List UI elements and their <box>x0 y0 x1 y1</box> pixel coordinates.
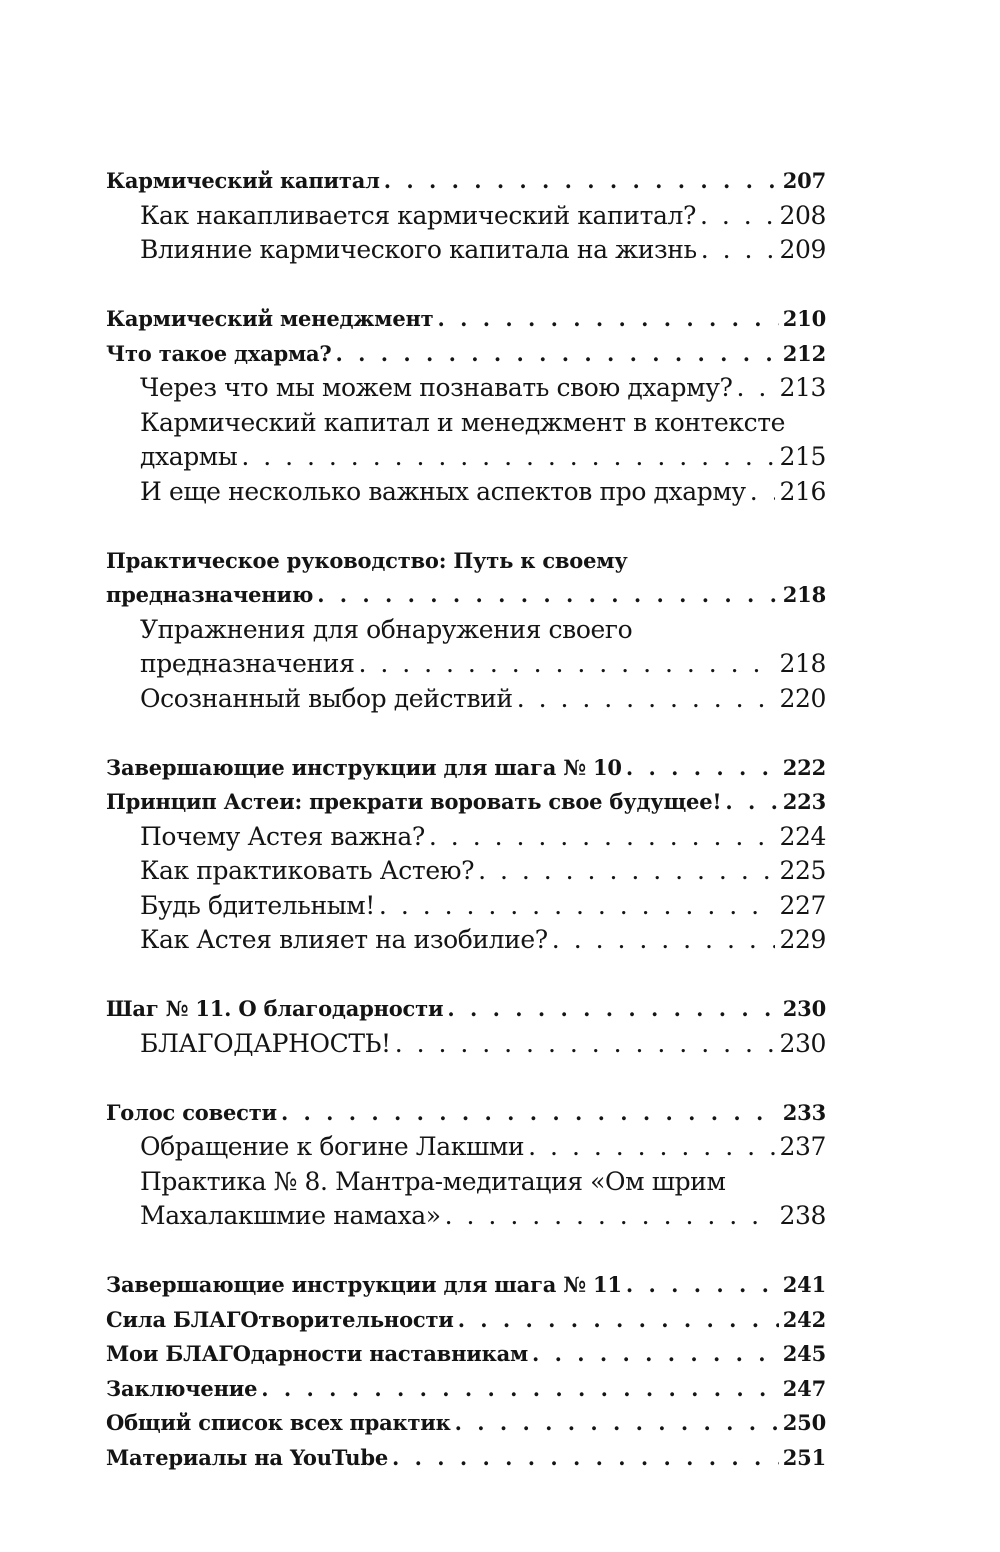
toc-entry[interactable] <box>106 992 826 1027</box>
toc-entry-page: 215 <box>779 442 826 471</box>
toc-leader-dots <box>478 854 775 889</box>
toc-entry-page: 238 <box>779 1201 826 1230</box>
toc-subentry[interactable] <box>106 889 826 924</box>
toc-leader-dots <box>447 992 778 1027</box>
toc-entry-page: 242 <box>782 1306 826 1332</box>
toc-entry-title: Заключение <box>106 1375 258 1401</box>
toc-entry-page: 208 <box>779 200 826 230</box>
toc-subentry[interactable] <box>106 371 826 406</box>
toc-entry-title: Завершающие инструкции для шага № 11 <box>106 1272 622 1297</box>
toc-subentry-title-line1[interactable]: Практика № 8. Мантра-медитация «Ом шрим <box>140 1166 726 1196</box>
toc-subentry[interactable] <box>106 1027 826 1062</box>
toc-entry-page: 212 <box>782 340 826 366</box>
toc-entry-page: 222 <box>782 754 826 780</box>
toc-subentry[interactable] <box>106 682 826 717</box>
toc-subentry[interactable] <box>106 854 826 889</box>
toc-leader-dots <box>336 337 779 372</box>
toc-entry-title-line1[interactable]: Практическое руководство: Путь к своему <box>106 547 628 573</box>
toc-entry[interactable] <box>106 578 826 613</box>
toc-entry-page: 237 <box>779 1132 826 1161</box>
section-gap <box>106 716 826 751</box>
toc-leader-dots <box>437 302 778 337</box>
toc-entry-title: Материалы на YouTube <box>106 1444 389 1470</box>
toc-leader-dots <box>626 751 779 786</box>
toc-entry-title: Через что мы можем познавать свою дхарму? <box>140 373 733 402</box>
toc-entry[interactable] <box>106 785 826 820</box>
toc-entry[interactable] <box>106 1303 826 1338</box>
toc-leader-dots <box>241 440 775 475</box>
section-gap <box>106 268 826 303</box>
section-gap <box>106 509 826 544</box>
toc-entry-page: 224 <box>779 821 826 851</box>
toc-subentry[interactable] <box>106 820 826 855</box>
toc-entry-page: 207 <box>782 168 826 193</box>
toc-leader-dots <box>528 1130 775 1165</box>
toc-entry-page: 230 <box>779 1028 826 1058</box>
toc-entry-title: Общий список всех практик <box>106 1410 451 1435</box>
toc-entry-page: 209 <box>779 235 826 264</box>
toc-leader-dots <box>458 1303 779 1338</box>
toc-entry-title: БЛАГОДАРНОСТЬ! <box>140 1028 391 1058</box>
toc-entry[interactable] <box>106 302 826 337</box>
toc-entry-page: 223 <box>782 789 826 814</box>
toc-subentry[interactable] <box>106 440 826 475</box>
toc-entry-title-line2: предназначения <box>140 649 355 678</box>
toc-entry-page: 251 <box>782 1444 826 1470</box>
toc-entry[interactable] <box>106 337 826 372</box>
toc-subentry[interactable] <box>106 199 826 234</box>
toc-entry-page: 241 <box>782 1272 826 1297</box>
toc-leader-dots <box>455 1406 779 1441</box>
toc-leader-dots <box>725 785 778 820</box>
toc-entry-page: 218 <box>779 649 826 678</box>
toc-leader-dots <box>445 1199 776 1234</box>
toc-entry[interactable] <box>106 1268 826 1303</box>
toc-entry-page: 229 <box>779 925 826 954</box>
toc-entry-title: Как Астея влияет на изобилие? <box>140 925 548 954</box>
section-gap <box>106 1061 826 1096</box>
toc-leader-dots <box>532 1337 779 1372</box>
toc-entry-title: Влияние кармического капитала на жизнь <box>140 235 697 264</box>
toc-entry-page: 245 <box>782 1341 826 1366</box>
toc-leader-dots <box>379 889 776 924</box>
toc-entry-title: Мои БЛАГОдарности наставникам <box>106 1341 529 1366</box>
toc-leader-dots <box>384 164 779 199</box>
toc-leader-dots <box>392 1441 779 1476</box>
toc-subentry[interactable] <box>106 1130 826 1165</box>
toc-subentry[interactable] <box>106 923 826 958</box>
toc-entry-title: Как накапливается кармический капитал? <box>140 200 696 230</box>
toc-entry[interactable] <box>106 751 826 786</box>
toc-entry-page: 210 <box>782 306 826 331</box>
toc-leader-dots <box>626 1268 779 1303</box>
toc-entry-title: Шаг № 11. О благодарности <box>106 996 444 1021</box>
toc-leader-dots <box>701 233 776 268</box>
toc-subentry-title-line1[interactable]: Кармический капитал и менеджмент в контексте <box>140 407 786 437</box>
toc-entry-title: Что такое дхарма? <box>106 340 332 366</box>
toc-entry-title: Завершающие инструкции для шага № 10 <box>106 754 622 780</box>
toc-entry-page: 233 <box>782 1099 826 1125</box>
toc-leader-dots <box>737 371 776 406</box>
section-gap <box>106 1234 826 1269</box>
toc-subentry-title-line1[interactable]: Упражнения для обнаружения своего <box>140 614 633 644</box>
toc-entry-title: Как практиковать Астею? <box>140 856 475 885</box>
toc-subentry[interactable] <box>106 647 826 682</box>
toc-entry-page: 230 <box>782 996 826 1021</box>
toc-entry-page: 227 <box>779 890 826 920</box>
toc-entry-title: Голос совести <box>106 1099 277 1125</box>
section-gap <box>106 958 826 993</box>
toc-leader-dots <box>317 578 779 613</box>
toc-leader-dots <box>517 682 776 717</box>
toc-entry[interactable] <box>106 1096 826 1131</box>
toc-entry-page: 225 <box>779 856 826 885</box>
toc-entry-page: 247 <box>782 1375 826 1401</box>
toc-leader-dots <box>395 1027 776 1062</box>
toc-entry[interactable] <box>106 1441 826 1476</box>
toc-entry-title: Кармический менеджмент <box>106 306 434 331</box>
toc-entry-title: Сила БЛАГОтворительности <box>106 1306 454 1332</box>
toc-leader-dots <box>700 199 775 234</box>
toc-entry-title: И еще несколько важных аспектов про дхарму <box>140 476 746 506</box>
table-of-contents <box>106 164 826 1475</box>
toc-entry-page: 213 <box>779 373 826 402</box>
toc-entry-page: 216 <box>779 476 826 506</box>
toc-leader-dots <box>750 475 776 510</box>
toc-entry-page: 250 <box>782 1410 826 1435</box>
toc-subentry[interactable] <box>106 233 826 268</box>
toc-leader-dots <box>358 647 775 682</box>
toc-leader-dots <box>552 923 776 958</box>
toc-entry-title: Кармический капитал <box>106 168 380 193</box>
toc-entry-title: Будь бдительным! <box>140 890 375 920</box>
toc-entry-title: Обращение к богине Лакшми <box>140 1132 525 1161</box>
toc-leader-dots <box>281 1096 779 1131</box>
toc-leader-dots <box>261 1372 778 1407</box>
toc-leader-dots <box>429 820 776 855</box>
toc-entry-page: 220 <box>779 683 826 713</box>
toc-entry-title-line2: дхармы <box>140 442 238 471</box>
toc-entry[interactable] <box>106 164 826 199</box>
toc-entry-title: Осознанный выбор действий <box>140 683 513 713</box>
toc-subentry[interactable] <box>106 1199 826 1234</box>
toc-entry[interactable] <box>106 1337 826 1372</box>
toc-entry[interactable] <box>106 1372 826 1407</box>
toc-entry-page: 218 <box>782 582 826 607</box>
toc-subentry[interactable] <box>106 475 826 510</box>
toc-entry[interactable] <box>106 1406 826 1441</box>
toc-entry-title-line2: Махалакшмие намаха» <box>140 1201 441 1230</box>
toc-entry-title: Принцип Астеи: прекрати воровать свое будущее! <box>106 789 722 814</box>
toc-entry-title-line2: предназначению <box>106 582 314 607</box>
toc-entry-title: Почему Астея важна? <box>140 821 425 851</box>
